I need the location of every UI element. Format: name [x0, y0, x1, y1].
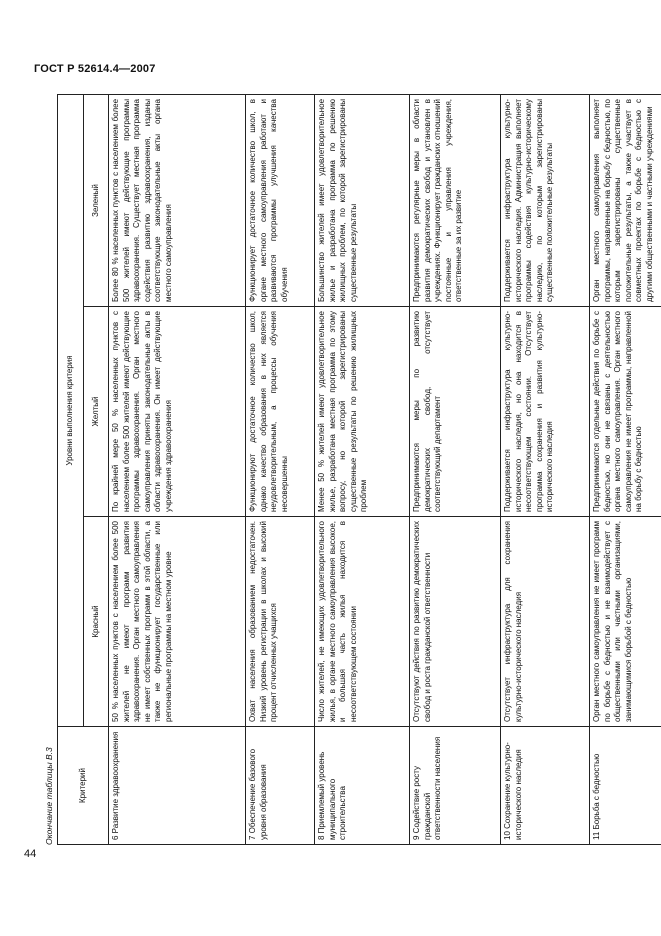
- table-row: [315, 94, 410, 844]
- criterion-cell: 11 Борьба с бедностью: [590, 727, 661, 845]
- table-row: [410, 94, 501, 844]
- green-cell: Функционирует достаточное количество школ, в органе местного самоуправления работают и развиваются программы улучшения качества обучения: [246, 94, 315, 306]
- header-yellow: Желтый: [83, 307, 109, 517]
- green-cell: Поддерживается инфраструктура культурно-исторического наследия. Администрация выполняет программы содействия культурно-историческому наследию, по которым зарегистрированы существенные положительные результаты: [501, 94, 590, 306]
- table-row: [501, 94, 590, 844]
- yellow-cell: Предпринимаются отдельные действия по борьбе с бедностью, но они не связаны с деятельностью органа местного самоуправления. Орган местного самоуправления не имеет программы, направленной на борьбу с бедностью: [590, 307, 661, 517]
- criterion-cell: 7 Обеспечение базового уровня образования: [246, 727, 315, 845]
- table-row: [246, 94, 315, 844]
- yellow-cell: Предпринимаются меры по развитию демократических свобод, отсутствует соответствующий департамент: [410, 307, 501, 517]
- red-cell: Орган местного самоуправления не имеет программ по борьбе с бедностью и не взаимодействует с общественными или частными организациями, занимающимися борьбой с бедностью: [590, 517, 661, 727]
- red-cell: Охват населения образованием недостаточен. Низкий уровень регистрации в школах и высокий процент отчисленных учащихся: [246, 517, 315, 727]
- header-red: Красный: [83, 517, 109, 727]
- red-cell: 50 % населенных пунктов с населением более 500 жителей не имеют программ развития здравоохранения. Орган местного самоуправления не имеет собственных программ в этой области, а также не функционирует государственные или региональные программы на местном уровне: [109, 517, 246, 727]
- criterion-cell: 6 Развитие здравоохранения: [109, 727, 246, 845]
- green-cell: Орган местного самоуправления выполняет программы, направленные на борьбу с бедностью, по которым зарегистрированы существенные положительные результаты, а также участвует в совместных проектах по борьбе с бедностью с другими общественными и частными учреждениями: [590, 94, 661, 306]
- table-caption: Окончание таблицы В.3: [44, 747, 54, 845]
- green-cell: Предпринимаются регулярные меры в области развития демократических свобод и установлен в учреждениях. Функционирует гражданских отношений постоянные и управления учреждения, ответственные за их развитие: [410, 94, 501, 306]
- green-cell: Большинство жителей имеет удовлетворительное жилье и разработана программа по решению жилищных проблем, по которой зарегистрированы существенные результаты: [315, 94, 410, 306]
- criteria-table: [57, 94, 661, 845]
- yellow-cell: По крайней мере 50 % населенных пунктов с населением более 500 жителей имеют действующие программы здравоохранения. Орган местного самоуправления приняты законодательные акты в области здравоохранения. Он имеет действующие учреждения здравоохранения: [109, 307, 246, 517]
- criterion-cell: 9 Содействие росту гражданской ответственности населения: [410, 727, 501, 845]
- red-cell: Отсутствует инфраструктура для сохранения культурно-исторического наследия: [501, 517, 590, 727]
- green-cell: Более 80 % населенных пунктов с населением более 500 жителей имеют действующие программы здравоохранения. Существует местная программа содействия развитию здравоохранения, изданы соответствующие законодательные акты органа местного самоуправления: [109, 94, 246, 306]
- criterion-cell: 8 Приемлемый уровень муниципального строительства: [315, 727, 410, 845]
- yellow-cell: Функционируют достаточное количество школ, однако качество образования в них является неудовлетворительным, а процессы обучения несовершенны: [246, 307, 315, 517]
- yellow-cell: Поддерживается инфраструктура культурно-исторического наследия, но она находится в несоответствующем состоянии. Отсутствует программа сохранения и развития культурно-исторического наследия: [501, 307, 590, 517]
- page-number: 44: [24, 848, 37, 860]
- table-row: [590, 94, 661, 844]
- header-levels: Уровни выполнения критерия: [58, 94, 84, 726]
- criterion-cell: 10 Сохранение культурно-исторического наследия: [501, 727, 590, 845]
- table-row: [109, 94, 246, 844]
- rotated-table-block: [44, 95, 654, 845]
- document-header: ГОСТ Р 52614.4—2007: [34, 63, 156, 75]
- red-cell: Отсутствуют действия по развитию демократических свобод и роста гражданской ответственности: [410, 517, 501, 727]
- red-cell: Число жителей, не имеющих удовлетворительного жилья, в органе местного самоуправления высокое, и большая часть жилья находится в несоответствующем состоянии: [315, 517, 410, 727]
- header-criterion: Критерий: [58, 727, 109, 845]
- yellow-cell: Менее 50 % жителей имеют удовлетворительное жилье, разработана местная программа по этому вопросу, но которой зарегистрированы существенные результаты по решению жилищных проблем: [315, 307, 410, 517]
- header-green: Зеленый: [83, 94, 109, 306]
